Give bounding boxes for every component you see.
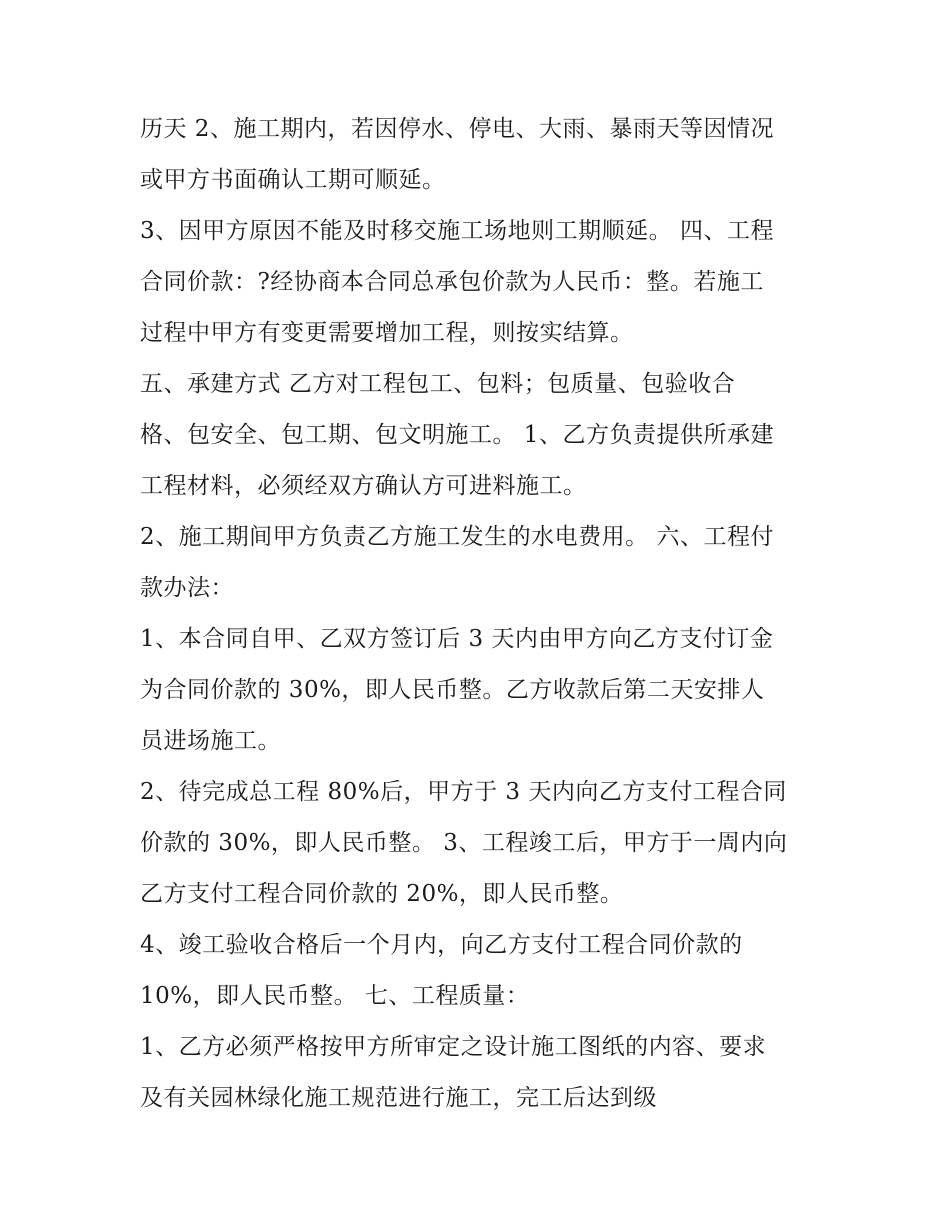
paragraph-construction-method — [140, 359, 820, 512]
text-line: 为合同价款的 30%，即人民币整。乙方收款后第二天安排人 — [140, 677, 765, 703]
paragraph-progress-payment — [140, 767, 820, 920]
text-line: 3、因甲方原因不能及时移交施工场地则工期顺延。 四、工程 — [140, 218, 774, 244]
paragraph-deposit — [140, 614, 820, 767]
text-line: 款办法： — [140, 575, 234, 601]
text-line: 及有关园林绿化施工规范进行施工，完工后达到级 — [140, 1085, 657, 1111]
text-line: 合同价款：?经协商本合同总承包价款为人民币：整。若施工 — [140, 269, 764, 295]
text-line: 10%，即人民币整。 七、工程质量： — [140, 983, 530, 1009]
text-line: 4、竣工验收合格后一个月内，向乙方支付工程合同价款的 — [140, 932, 743, 958]
paragraph-contract-price — [140, 206, 820, 359]
text-line: 或甲方书面确认工期可顺延。 — [140, 167, 446, 193]
text-line: 五、承建方式 乙方对工程包工、包料；包质量、包验收合 — [140, 371, 736, 397]
text-line: 工程材料，必须经双方确认方可进料施工。 — [140, 473, 587, 499]
text-line: 员进场施工。 — [140, 728, 281, 754]
paragraph-schedule-extension — [140, 104, 820, 206]
text-line: 过程中甲方有变更需要增加工程，则按实结算。 — [140, 320, 634, 346]
text-line: 乙方支付工程合同价款的 20%，即人民币整。 — [140, 881, 624, 907]
text-line: 2、施工期间甲方负责乙方施工发生的水电费用。 六、工程付 — [140, 524, 774, 550]
text-line: 历天 2、施工期内，若因停水、停电、大雨、暴雨天等因情况 — [140, 116, 774, 142]
document-body — [140, 104, 820, 1124]
text-line: 2、待完成总工程 80%后，甲方于 3 天内向乙方支付工程合同 — [140, 779, 787, 805]
paragraph-utility-fees — [140, 512, 820, 614]
paragraph-quality — [140, 1022, 820, 1124]
text-line: 格、包安全、包工期、包文明施工。 1、乙方负责提供所承建 — [140, 422, 774, 448]
text-line: 1、乙方必须严格按甲方所审定之设计施工图纸的内容、要求 — [140, 1034, 767, 1060]
text-line: 1、本合同自甲、乙双方签订后 3 天内由甲方向乙方支付订金 — [140, 626, 774, 652]
paragraph-final-payment — [140, 920, 820, 1022]
text-line: 价款的 30%，即人民币整。 3、工程竣工后，甲方于一周内向 — [140, 830, 788, 856]
